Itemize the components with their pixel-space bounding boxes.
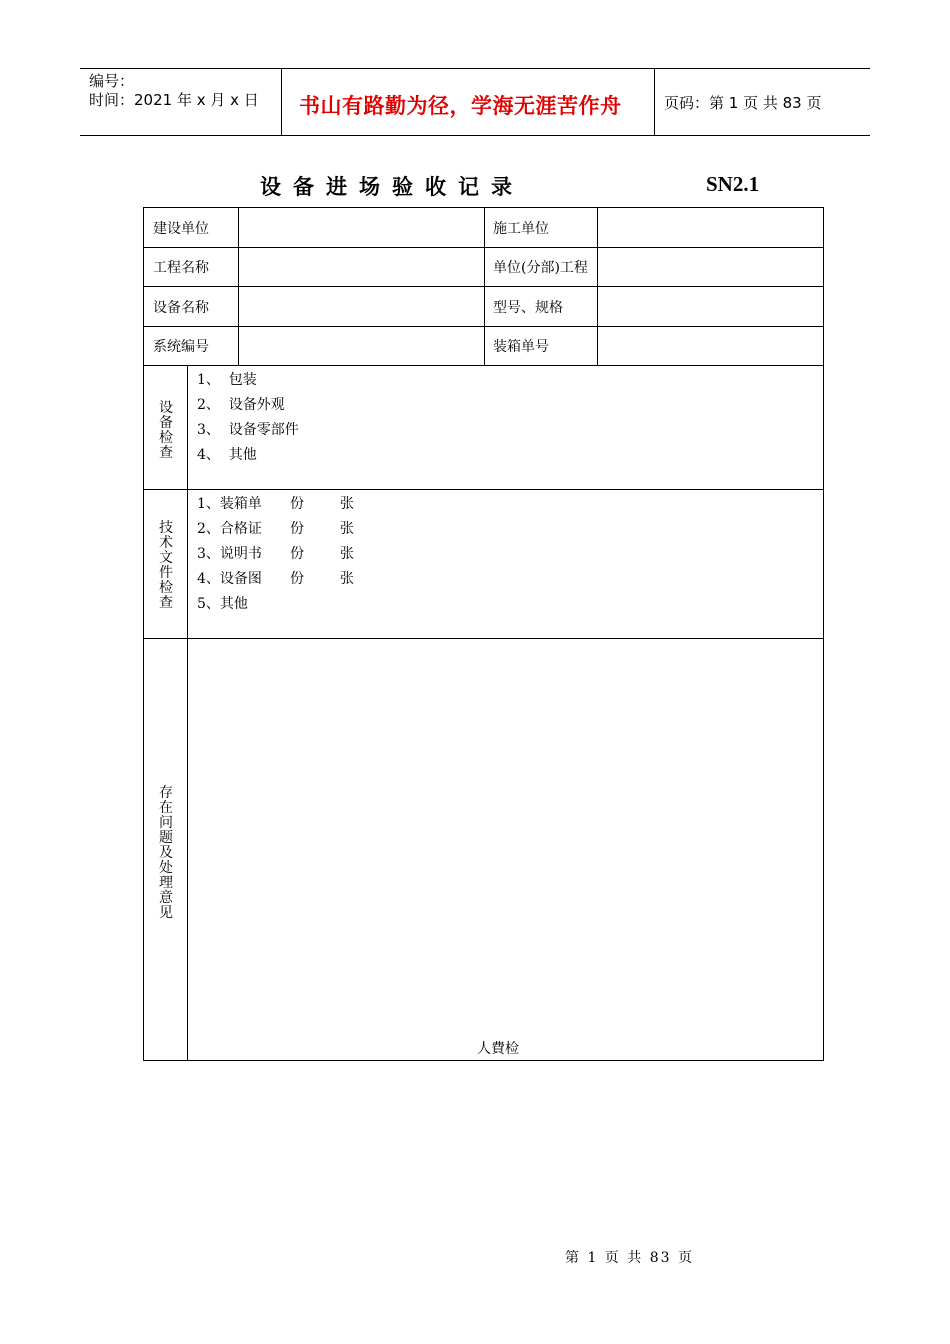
doc-item-name: 1、装箱单 xyxy=(197,496,262,512)
row-divider xyxy=(144,638,823,639)
label-equipment-name: 设备名称 xyxy=(153,300,209,316)
label-construction-unit: 建设单位 xyxy=(153,221,209,237)
header-motto: 书山有路勤为径，学海无涯苦作舟 xyxy=(299,94,622,118)
column-divider xyxy=(597,208,598,365)
doc-item-unit: 份 xyxy=(290,496,304,512)
column-divider xyxy=(187,365,188,1060)
label-system-number: 系统编号 xyxy=(153,339,209,355)
header-divider xyxy=(654,68,655,136)
doc-item-unit: 份 xyxy=(290,571,304,587)
header-page-info: 页码：第 1 页 共 83 页 xyxy=(664,94,822,112)
form-code: SN2.1 xyxy=(706,172,760,196)
column-divider xyxy=(484,208,485,365)
doc-item-unit: 份 xyxy=(290,521,304,537)
header-top-rule xyxy=(80,68,870,69)
doc-item-unit: 张 xyxy=(340,546,354,562)
doc-item-name: 2、合格证 xyxy=(197,521,262,537)
label-model-spec: 型号、规格 xyxy=(493,300,563,316)
section-label-equipment-check: 设备检查 xyxy=(159,400,173,461)
acceptance-form xyxy=(143,207,824,1061)
row-divider xyxy=(144,489,823,490)
doc-item-unit: 张 xyxy=(340,571,354,587)
check-item: 4、 其他 xyxy=(197,447,257,463)
header-divider xyxy=(281,68,282,136)
section-label-issues: 存在问题及处理意见 xyxy=(159,785,173,921)
doc-item-unit: 张 xyxy=(340,521,354,537)
check-item: 1、 包装 xyxy=(197,372,257,388)
doc-item-name: 5、其他 xyxy=(197,596,248,612)
column-divider xyxy=(238,208,239,365)
check-item: 3、 设备零部件 xyxy=(197,422,299,438)
row-divider xyxy=(144,365,823,366)
label-builder-unit: 施工单位 xyxy=(493,221,549,237)
doc-item-name: 3、说明书 xyxy=(197,546,262,562)
label-project-name: 工程名称 xyxy=(153,260,209,276)
header-time-label: 时间：2021 年 x 月 x 日 xyxy=(89,91,259,109)
doc-item-name: 4、设备图 xyxy=(197,571,262,587)
page-title: 设备进场验收记录 xyxy=(260,174,524,199)
header-number-label: 编号： xyxy=(89,72,135,90)
header-bottom-rule xyxy=(80,135,870,136)
section-label-tech-docs: 技术文件检查 xyxy=(159,520,173,611)
label-packing-number: 装箱单号 xyxy=(493,339,549,355)
issues-bottom-text: 人費检 xyxy=(477,1041,519,1057)
page-footer: 第 1 页 共 83 页 xyxy=(565,1250,694,1266)
check-item: 2、 设备外观 xyxy=(197,397,285,413)
doc-item-unit: 份 xyxy=(290,546,304,562)
label-sub-project: 单位(分部)工程 xyxy=(493,260,588,276)
doc-item-unit: 张 xyxy=(340,496,354,512)
